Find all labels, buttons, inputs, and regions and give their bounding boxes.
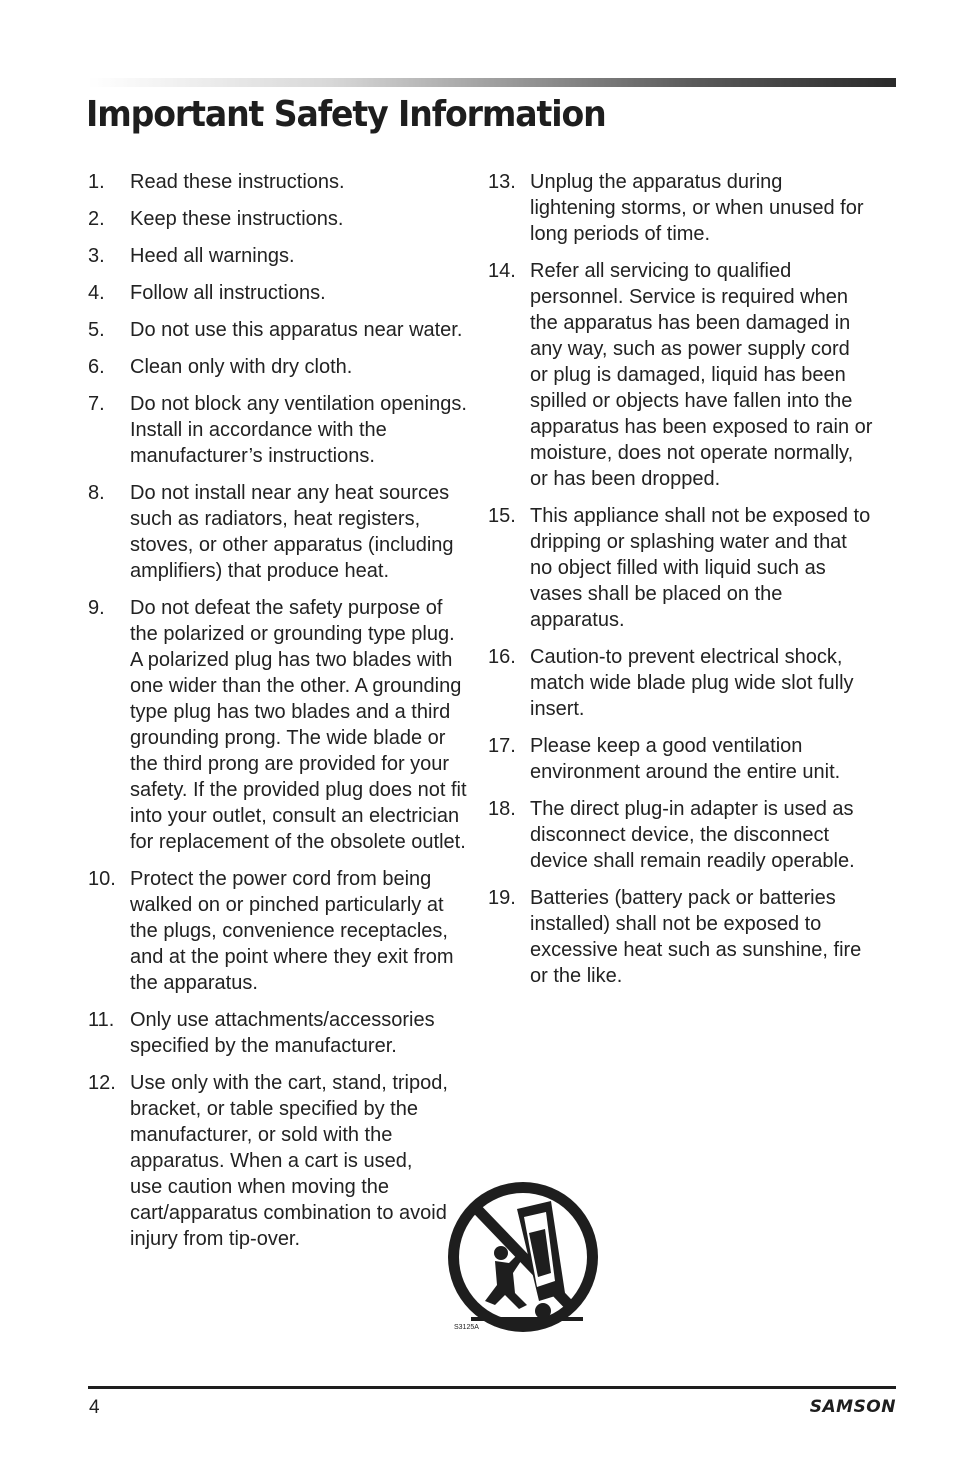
item-number: 11. <box>88 1009 115 1031</box>
list-item <box>88 866 470 996</box>
list-item <box>88 1007 470 1059</box>
item-text: Unplug the apparatus during lightening storms, or when unused for long periods of time. <box>530 171 864 245</box>
list-item <box>488 885 873 989</box>
brand-logo: SAMSON <box>809 1397 896 1417</box>
cart-tip-over-warning-icon <box>447 1181 599 1335</box>
header-gradient-bar <box>88 78 896 87</box>
item-text: Do not defeat the safety purpose of the polarized or grounding type plug. A polarized plug has two blades with one wider than the other. A grounding type plug has two blades and a third grounding prong. The wide blade or the third prong are provided for your safety. If the provided plug does not fit into your outlet, consult an electrician for replacement of the obsolete outlet. <box>130 597 467 853</box>
cart-symbol-code: S3125A <box>454 1324 479 1331</box>
item-number: 15. <box>488 505 516 527</box>
page-title: Important Safety Information <box>86 94 606 135</box>
list-item <box>488 733 873 785</box>
item-text: Protect the power cord from being walked on or pinched particularly at the plugs, convenience receptacles, and at the point where they exit from the apparatus. <box>130 868 454 994</box>
list-item <box>88 280 470 306</box>
item-number: 16. <box>488 646 516 668</box>
item-number: 2. <box>88 208 105 230</box>
safety-list-left <box>88 169 470 1263</box>
list-item <box>88 480 470 584</box>
list-item <box>88 169 470 195</box>
item-text: Only use attachments/accessories specified by the manufacturer. <box>130 1009 435 1057</box>
item-number: 7. <box>88 393 105 415</box>
item-text: This appliance shall not be exposed to dripping or splashing water and that no object filled with liquid such as vases shall be placed on the apparatus. <box>530 505 871 631</box>
item-text: Caution-to prevent electrical shock, match wide blade plug wide slot fully insert. <box>530 646 854 720</box>
item-number: 4. <box>88 282 105 304</box>
footer-rule <box>88 1386 896 1389</box>
item-text: Do not install near any heat sources such as radiators, heat registers, stoves, or other apparatus (including amplifiers) that produce heat. <box>130 482 454 582</box>
list-item <box>488 503 873 633</box>
item-text: Follow all instructions. <box>130 282 326 304</box>
list-item <box>88 354 470 380</box>
item-text: Please keep a good ventilation environment around the entire unit. <box>530 735 841 783</box>
list-item <box>88 595 470 855</box>
list-item <box>488 796 873 874</box>
safety-list-right <box>488 169 873 1000</box>
item-text: Batteries (battery pack or batteries installed) shall not be exposed to excessive heat such as sunshine, fire or the like. <box>530 887 862 987</box>
item-number: 10. <box>88 868 116 890</box>
item-number: 8. <box>88 482 105 504</box>
item-text: Read these instructions. <box>130 171 345 193</box>
item-number: 3. <box>88 245 105 267</box>
list-item <box>488 258 873 492</box>
item-text: Use only with the cart, stand, tripod, bracket, or table specified by the manufacturer, or sold with the apparatus. When a cart is used, use caution when moving the cart/apparatus combination to avoid injury from tip-over. <box>130 1072 448 1250</box>
item-number: 14. <box>488 260 516 282</box>
item-text: Do not use this apparatus near water. <box>130 319 463 341</box>
item-text: Keep these instructions. <box>130 208 344 230</box>
item-number: 17. <box>488 735 516 757</box>
item-text: The direct plug-in adapter is used as disconnect device, the disconnect device shall remain readily operable. <box>530 798 855 872</box>
page-number: 4 <box>89 1397 100 1418</box>
list-item <box>88 391 470 469</box>
list-item <box>88 206 470 232</box>
list-item <box>488 644 873 722</box>
item-number: 1. <box>88 171 105 193</box>
list-item <box>88 317 470 343</box>
list-item <box>88 243 470 269</box>
item-number: 13. <box>488 171 516 193</box>
list-item <box>488 169 873 247</box>
item-number: 9. <box>88 597 105 619</box>
item-text: Do not block any ventilation openings. Install in accordance with the manufacturer’s instructions. <box>130 393 467 467</box>
item-number: 12. <box>88 1072 116 1094</box>
item-number: 5. <box>88 319 105 341</box>
item-text: Heed all warnings. <box>130 245 295 267</box>
item-number: 6. <box>88 356 105 378</box>
item-number: 19. <box>488 887 516 909</box>
item-text: Refer all servicing to qualified personnel. Service is required when the apparatus has been damaged in any way, such as power supply cord or plug is damaged, liquid has been spilled or objects have fallen into the apparatus has been exposed to rain or moisture, does not operate normally, or has been dropped. <box>530 260 873 490</box>
item-number: 18. <box>488 798 516 820</box>
item-text: Clean only with dry cloth. <box>130 356 353 378</box>
list-item <box>88 1070 470 1252</box>
